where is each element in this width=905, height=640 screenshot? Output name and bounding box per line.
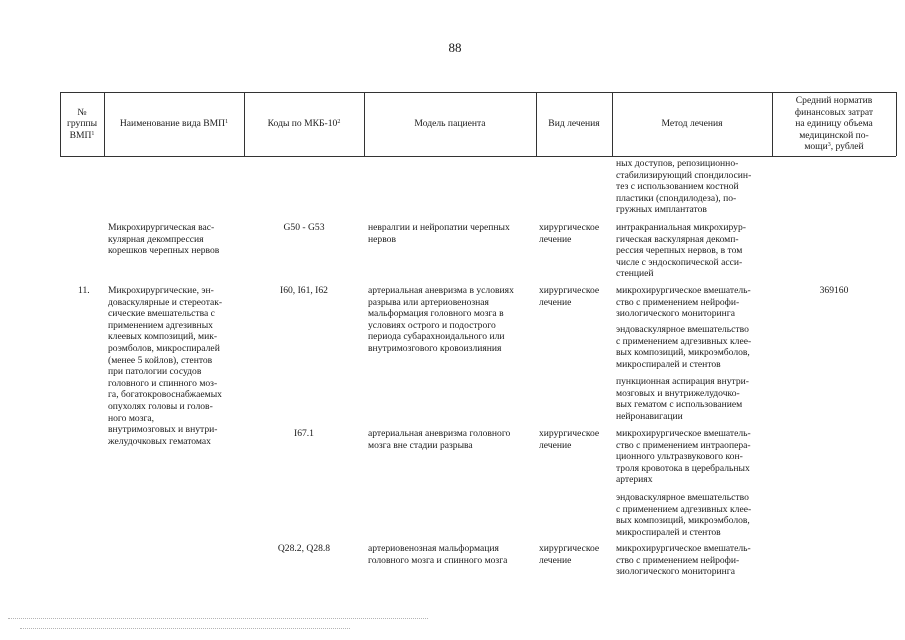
header-treatment-method: Метод лечения: [661, 118, 723, 130]
row3-treatment-type: хирургическое лечение: [539, 428, 600, 451]
row2-treatment-type: хирургическое лечение: [539, 285, 600, 308]
row2-method-endovascular: эндоваскулярное вмешательство с применением адгезивных клее- вых композиций, микроэмболов, микроспиралей и стентов: [616, 324, 752, 370]
scan-artifact-line: [8, 618, 428, 619]
row4-icd-codes: Q28.2, Q28.8: [277, 543, 331, 554]
scan-artifact-line: [20, 628, 350, 629]
row2-icd-codes: I60, I61, I62: [280, 285, 328, 296]
row1-icd-codes: G50 - G53: [283, 222, 325, 233]
header-icd-codes: Коды по МКБ-$10^2$: [267, 118, 341, 130]
row2-patient-model: артериальная аневризма в условиях разрыва или артериовенозная мальформация головного мозга в условиях острого и подострого периода субарахноидального или внутримозгового кровоизлияния: [368, 285, 514, 354]
row4-treatment-type: хирургическое лечение: [539, 543, 600, 566]
row2-method-aspiration: пункционная аспирация внутри- мозговых и внутрижелудочко- вых гематом с использованием нейронавигации: [616, 376, 749, 422]
row2-method-microsurgical: микрохирургическое вмешатель- ство с применением нейрофи- зиологического мониторинга: [616, 285, 751, 320]
row4-patient-model: артериовенозная мальформация головного мозга и спинного мозга: [368, 543, 508, 566]
row3-method-endovascular: эндоваскулярное вмешательство с применением адгезивных клее- вых композиций, микроэмболов, микроспиралей и стентов: [616, 492, 752, 538]
header-vmp-name: Наименование вида ВМП$^1$: [119, 118, 229, 130]
continued-method-cell: ных доступов, репозиционно- стабилизирующий спондилосин- тез с использованием костной пластики (спондилодеза), по- гружных имплантатов: [616, 158, 752, 216]
header-patient-model: Модель пациента: [414, 118, 486, 130]
header-cost-norm: Средний норматив финансовых затрат на единицу объема медицинской по- мощи$^3$, рублей: [794, 95, 874, 153]
group11-number: 11.: [78, 285, 90, 296]
row4-treatment-method: микрохирургическое вмешатель- ство с применением нейрофи- зиологического мониторинга: [616, 543, 751, 578]
row3-method-microsurgical: микрохирургическое вмешатель- ство с применением интраопера- ционного ультразвукового кон- троля кровотока в церебральных артериях: [616, 428, 751, 486]
row1-treatment-method: интракраниальная микрохирур- гическая васкулярная декомп- рессия черепных нервов, в том числе с эндоскопической асси- стенцией: [616, 222, 746, 280]
header-group-number: № группы ВМП$^1$: [66, 106, 98, 141]
col-divider: [896, 92, 897, 156]
row1-patient-model: невралгии и нейропатии черепных нервов: [368, 222, 510, 245]
group11-cost: 369160: [819, 285, 849, 296]
row1-vmp-name: Микрохирургическая вас- кулярная декомпрессия корешков черепных нервов: [108, 222, 220, 257]
row1-treatment-type: хирургическое лечение: [539, 222, 600, 245]
row3-icd-codes: I67.1: [294, 428, 314, 439]
group11-vmp-name: Микрохирургические, эн- доваскулярные и стереотак- сические вмешательства с применением адгезивных клеевых композиций, мик- роэмболов, микроспиралей (менее 5 койлов), стентов при патологии сосудов головного и спинного моз- га, богатокровоснабжаемых опухолях головы и голов- ного мозга, внутримозговых и внутри- желудочковых гематомах: [108, 285, 223, 447]
header-bottom-border: [60, 156, 896, 157]
page-number: 88: [448, 40, 462, 55]
header-treatment-type: Вид лечения: [548, 118, 600, 130]
row3-patient-model: артериальная аневризма головного мозга вне стадии разрыва: [368, 428, 511, 451]
